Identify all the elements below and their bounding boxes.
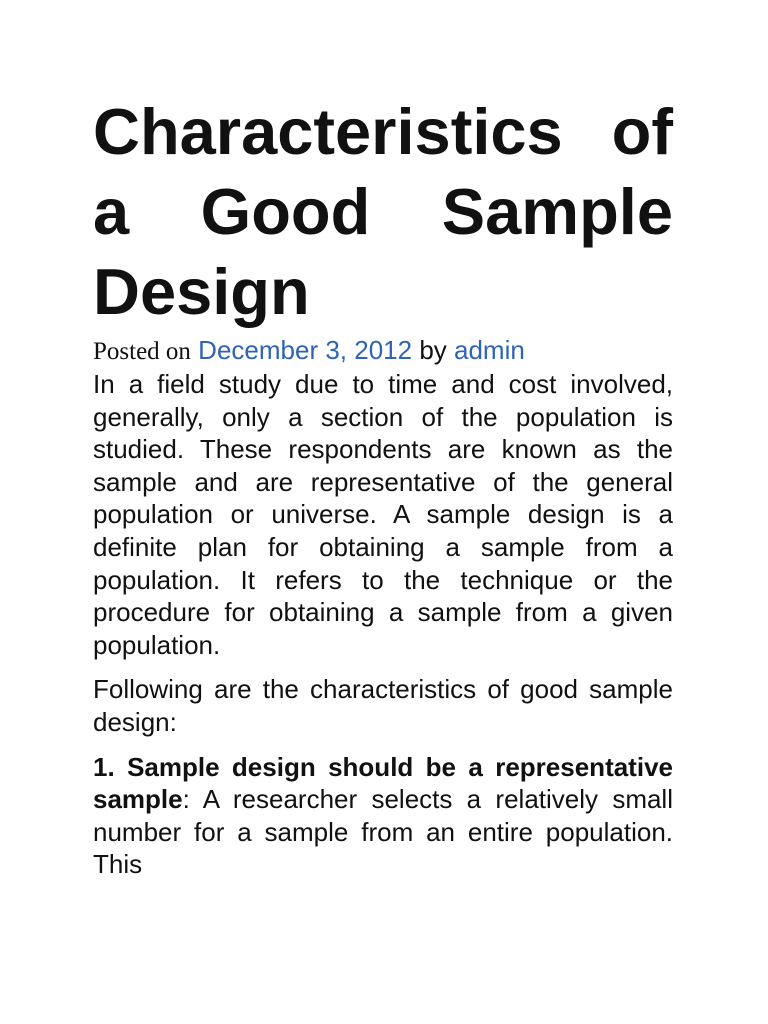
intro-paragraph: In a field study due to time and cost involved, generally, only a section of the population is studied. These respondents are known as the sample and are representative of the general population or universe. A sample design is a definite plan for obtaining a sample from a population. It refers to the technique or the procedure for obtaining a sample from a given population.: [93, 369, 673, 660]
post-meta: [93, 334, 673, 368]
post-date-link[interactable]: December 3, 2012: [198, 335, 413, 365]
list-intro-paragraph: Following are the characteristics of good sample design:: [93, 674, 673, 737]
by-label: by: [419, 335, 447, 365]
point-1-paragraph: [93, 751, 673, 881]
article: [93, 92, 673, 881]
author-link[interactable]: admin: [454, 335, 525, 365]
posted-on-label: Posted on: [93, 338, 191, 365]
point-1-number: 1.: [93, 751, 115, 782]
page-title: Characteristics of a Good Sample Design: [93, 95, 673, 328]
point-1-heading: Sample design should be a representative sample: [93, 751, 673, 815]
point-1-text: : A researcher selects a relatively small number for a sample from an entire population. This: [93, 784, 673, 880]
